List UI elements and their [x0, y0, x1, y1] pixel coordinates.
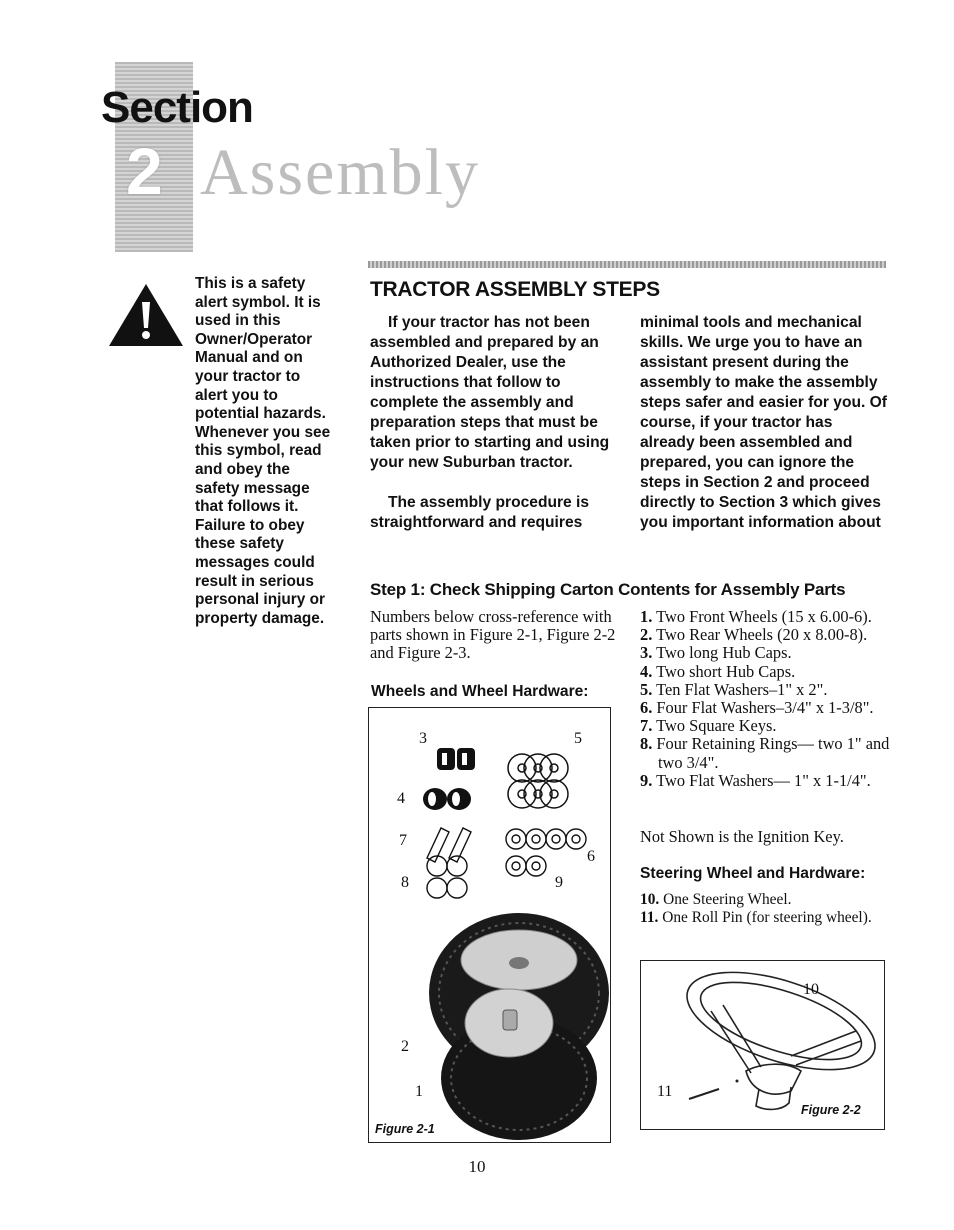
safety-alert-text: This is a safety alert symbol. It is used in this Owner/Operator Manual and on your tractor to alert you to potential hazards. Whenever you see this symbol, read and obey the safety message that follows it. Failure to obey these safety messages could result in serious personal injury or property damage. — [195, 275, 331, 627]
section-divider — [368, 261, 886, 268]
list-item: 1. Two Front Wheels (15 x 6.00-6). — [640, 607, 872, 626]
section-word: Section — [101, 83, 253, 132]
list-item: 9. Two Flat Washers— 1" x 1-1/4". — [640, 770, 871, 790]
list-item: 3. Two long Hub Caps. — [640, 643, 792, 663]
figure-label: 3 — [419, 730, 427, 747]
intro-column-1 — [370, 313, 620, 493]
small-flat-washers — [506, 829, 586, 849]
parts-list — [640, 608, 895, 790]
intro-paragraph-2: The assembly procedure is straightforward and requires — [370, 494, 590, 531]
figure-caption: Figure 2-2 — [801, 1103, 861, 1117]
list-item: 2. Two Rear Wheels (20 x 8.00-8). — [640, 625, 868, 645]
list-item: 11. One Roll Pin (for steering wheel). — [640, 909, 872, 927]
list-item: 8. Four Retaining Rings— two 1" and two 3/4". — [640, 734, 890, 772]
flat-washers-9 — [506, 856, 546, 876]
intro-column-2 — [640, 313, 890, 533]
figure-2-2 — [640, 960, 885, 1130]
page-heading: TRACTOR ASSEMBLY STEPS — [370, 278, 660, 301]
short-hub-caps — [423, 788, 471, 810]
section-title: Assembly — [200, 136, 480, 209]
figure-label: 9 — [555, 874, 563, 891]
figure-label: 2 — [401, 1038, 409, 1055]
figure-label: 7 — [399, 832, 407, 849]
step1-intro: Numbers below cross-reference with parts shown in Figure 2-1, Figure 2-2 and Figure 2-3. — [370, 607, 616, 663]
list-item: 4. Two short Hub Caps. — [640, 661, 796, 681]
large-flat-washers — [508, 754, 568, 808]
figure-label: 4 — [397, 790, 405, 807]
figure-label: 8 — [401, 874, 409, 891]
step1-heading: Step 1: Check Shipping Carton Contents for Assembly Parts — [370, 580, 846, 599]
figure-label: 10 — [803, 981, 819, 998]
steering-parts-list — [640, 891, 895, 927]
figure-label: 1 — [415, 1083, 423, 1100]
intro-paragraph-1: If your tractor has not been assembled and prepared by an Authorized Dealer, use the instructions that follow to complete the assembly and preparation steps that must be taken prior to starting and using your new Suburban tractor. — [370, 314, 610, 471]
figure-caption: Figure 2-1 — [375, 1122, 435, 1136]
list-item: 5. Ten Flat Washers–1" x 2". — [640, 679, 828, 699]
list-item: 6. Four Flat Washers–3/4" x 1-3/8". — [640, 698, 874, 718]
figure-label: 5 — [574, 730, 582, 747]
wheels-heading: Wheels and Wheel Hardware: — [371, 683, 589, 700]
long-hub-caps — [437, 748, 475, 770]
not-shown-note: Not Shown is the Ignition Key. — [640, 827, 844, 846]
intro-column-1b — [370, 493, 620, 533]
list-item: 7. Two Square Keys. — [640, 716, 777, 736]
wheels-hardware-illustration — [369, 708, 610, 1142]
list-item: 10. One Steering Wheel. — [640, 891, 792, 908]
steering-heading: Steering Wheel and Hardware: — [640, 865, 866, 882]
section-number: 2 — [126, 134, 163, 208]
retaining-rings — [427, 856, 467, 898]
intro-paragraph-2-continued: minimal tools and mechanical skills. We urge you to have an assistant present during the assembly to make the assembly steps safer and easier for you. Of course, if your tractor has already been assembled and prepared, you can ignore the steps in Section 2 and proceed directly to Section 3 which gives you important information about — [640, 314, 887, 531]
figure-label: 6 — [587, 848, 595, 865]
page-number: 10 — [468, 1157, 486, 1176]
safety-alert-icon — [107, 282, 185, 348]
figure-label: 11 — [657, 1083, 673, 1100]
figure-2-1 — [368, 707, 611, 1143]
